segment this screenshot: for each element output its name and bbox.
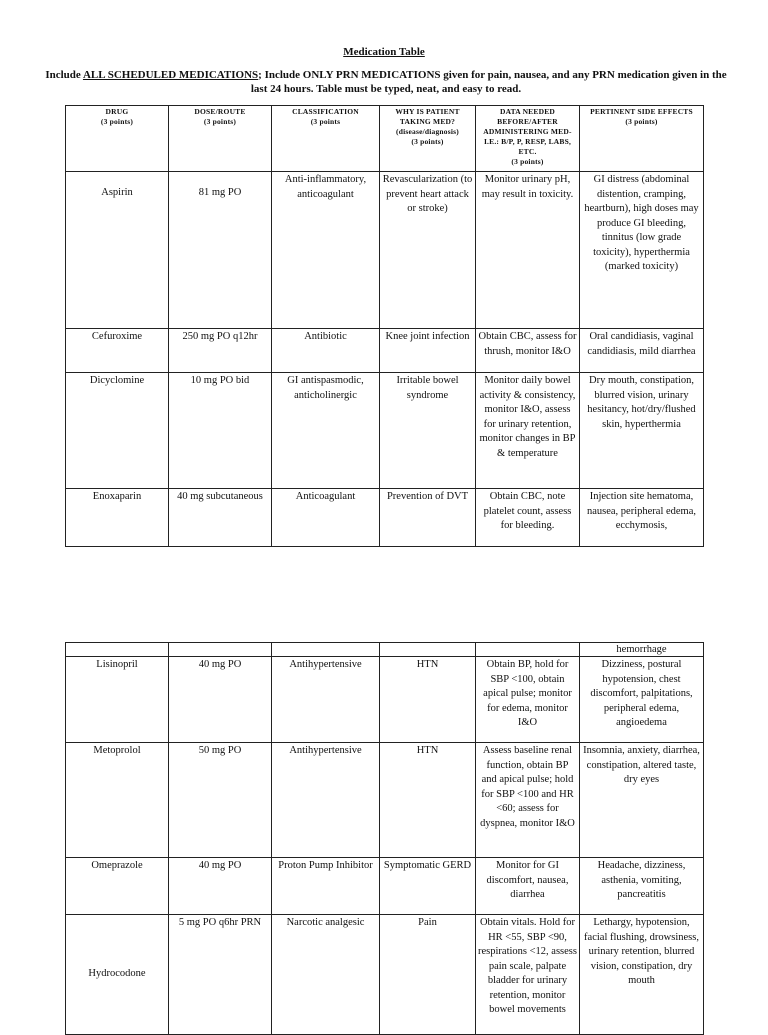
side-effects-cell: Headache, dizziness, asthenia, vomiting, pancreatitis — [580, 858, 704, 915]
drug-cell: Enoxaparin — [66, 489, 169, 547]
side-effects-cell: hemorrhage — [580, 643, 704, 657]
side-effects-cell: Injection site hematoma, nausea, peripheral edema, ecchymosis, — [580, 489, 704, 547]
table-row — [66, 657, 704, 743]
header-reason: WHY IS PATIENT TAKING MED? (disease/diagnosis) (3 points) — [380, 106, 476, 172]
side-effects-cell: GI distress (abdominal distention, cramping, heartburn), high doses may produce GI bleeding, tinnitus (low grade toxicity), hyperthermia (marked toxicity) — [580, 172, 704, 329]
table-row — [66, 489, 704, 547]
table-row — [66, 858, 704, 915]
classification-cell: Antihypertensive — [272, 743, 380, 858]
reason-cell: Symptomatic GERD — [380, 858, 476, 915]
instructions — [36, 68, 736, 96]
classification-cell: Narcotic analgesic — [272, 915, 380, 1035]
drug-cell: Metoprolol — [66, 743, 169, 858]
header-drug: DRUG (3 points) — [66, 106, 169, 172]
drug-cell: Dicyclomine — [66, 373, 169, 489]
reason-cell: HTN — [380, 743, 476, 858]
dose-cell: 40 mg subcutaneous — [169, 489, 272, 547]
dose-cell: 40 mg PO — [169, 858, 272, 915]
drug-cell: Cefuroxime — [66, 329, 169, 373]
document-title: Medication Table — [343, 46, 425, 58]
table-row — [66, 172, 704, 329]
data-cell: Monitor for GI discomfort, nausea, diarrhea — [476, 858, 580, 915]
data-cell: Obtain CBC, assess for thrush, monitor I&O — [476, 329, 580, 373]
dose-cell: 40 mg PO — [169, 657, 272, 743]
drug-cell: Omeprazole — [66, 858, 169, 915]
side-effects-cell: Lethargy, hypotension, facial flushing, drowsiness, urinary retention, blurred vision, constipation, dry mouth — [580, 915, 704, 1035]
reason-cell: Pain — [380, 915, 476, 1035]
reason-cell: Knee joint infection — [380, 329, 476, 373]
data-cell: Monitor urinary pH, may result in toxicity. — [476, 172, 580, 329]
instructions-emphasis: ALL SCHEDULED MEDICATIONS — [82, 69, 259, 81]
side-effects-cell: Insomnia, anxiety, diarrhea, constipation, altered taste, dry eyes — [580, 743, 704, 858]
header-classification: CLASSIFICATION (3 points — [272, 106, 380, 172]
classification-cell: Antibiotic — [272, 329, 380, 373]
data-cell: Obtain BP, hold for SBP <100, obtain apical pulse; monitor for edema, monitor I&O — [476, 657, 580, 743]
classification-cell: GI antispasmodic, anticholinergic — [272, 373, 380, 489]
table-row — [66, 373, 704, 489]
reason-cell: Prevention of DVT — [380, 489, 476, 547]
continuation-row — [66, 643, 704, 657]
classification-cell: Anticoagulant — [272, 489, 380, 547]
medication-table-page2 — [65, 642, 704, 1035]
side-effects-cell: Dry mouth, constipation, blurred vision, urinary hesitancy, hot/dry/flushed skin, hyperthermia — [580, 373, 704, 489]
reason-cell: Irritable bowel syndrome — [380, 373, 476, 489]
drug-cell: Aspirin — [66, 172, 169, 329]
side-effects-cell: Oral candidiasis, vaginal candidiasis, mild diarrhea — [580, 329, 704, 373]
drug-cell: Lisinopril — [66, 657, 169, 743]
dose-cell: 250 mg PO q12hr — [169, 329, 272, 373]
header-row — [66, 106, 704, 172]
table-row — [66, 329, 704, 373]
table-row — [66, 743, 704, 858]
reason-cell: Revascularization (to prevent heart attack or stroke) — [380, 172, 476, 329]
dose-cell: 5 mg PO q6hr PRN — [169, 915, 272, 1035]
data-cell: Obtain CBC, note platelet count, assess for bleeding. — [476, 489, 580, 547]
instructions-text-1: Include — [45, 69, 83, 81]
header-data-needed: DATA NEEDED BEFORE/AFTER ADMINISTERING MED- I.E.: B/P, P, RESP, LABS, ETC. (3 points) — [476, 106, 580, 172]
dose-cell: 10 mg PO bid — [169, 373, 272, 489]
dose-cell: 81 mg PO — [169, 172, 272, 329]
medication-table-page1 — [65, 105, 704, 547]
header-side-effects: PERTINENT SIDE EFFECTS (3 points) — [580, 106, 704, 172]
drug-cell: Hydrocodone — [66, 915, 169, 1035]
table-row — [66, 915, 704, 1035]
instructions-text-2: ; Include ONLY PRN MEDICATIONS given for pain, nausea, and any PRN medication given in the last 24 hours. Table must be typed, neat, and easy to read. — [250, 69, 727, 95]
reason-cell: HTN — [380, 657, 476, 743]
classification-cell: Anti-inflammatory, anticoagulant — [272, 172, 380, 329]
data-cell: Assess baseline renal function, obtain BP and apical pulse; hold for SBP <100 and HR <60; assess for dyspnea, monitor I&O — [476, 743, 580, 858]
header-dose-route: DOSE/ROUTE (3 points) — [169, 106, 272, 172]
dose-cell: 50 mg PO — [169, 743, 272, 858]
classification-cell: Antihypertensive — [272, 657, 380, 743]
data-cell: Obtain vitals. Hold for HR <55, SBP <90, respirations <12, assess pain scale, palpate bladder for urinary retention, monitor bowel movements — [476, 915, 580, 1035]
side-effects-cell: Dizziness, postural hypotension, chest discomfort, palpitations, peripheral edema, angioedema — [580, 657, 704, 743]
data-cell: Monitor daily bowel activity & consistency, monitor I&O, assess for urinary retention, monitor changes in BP & temperature — [476, 373, 580, 489]
classification-cell: Proton Pump Inhibitor — [272, 858, 380, 915]
